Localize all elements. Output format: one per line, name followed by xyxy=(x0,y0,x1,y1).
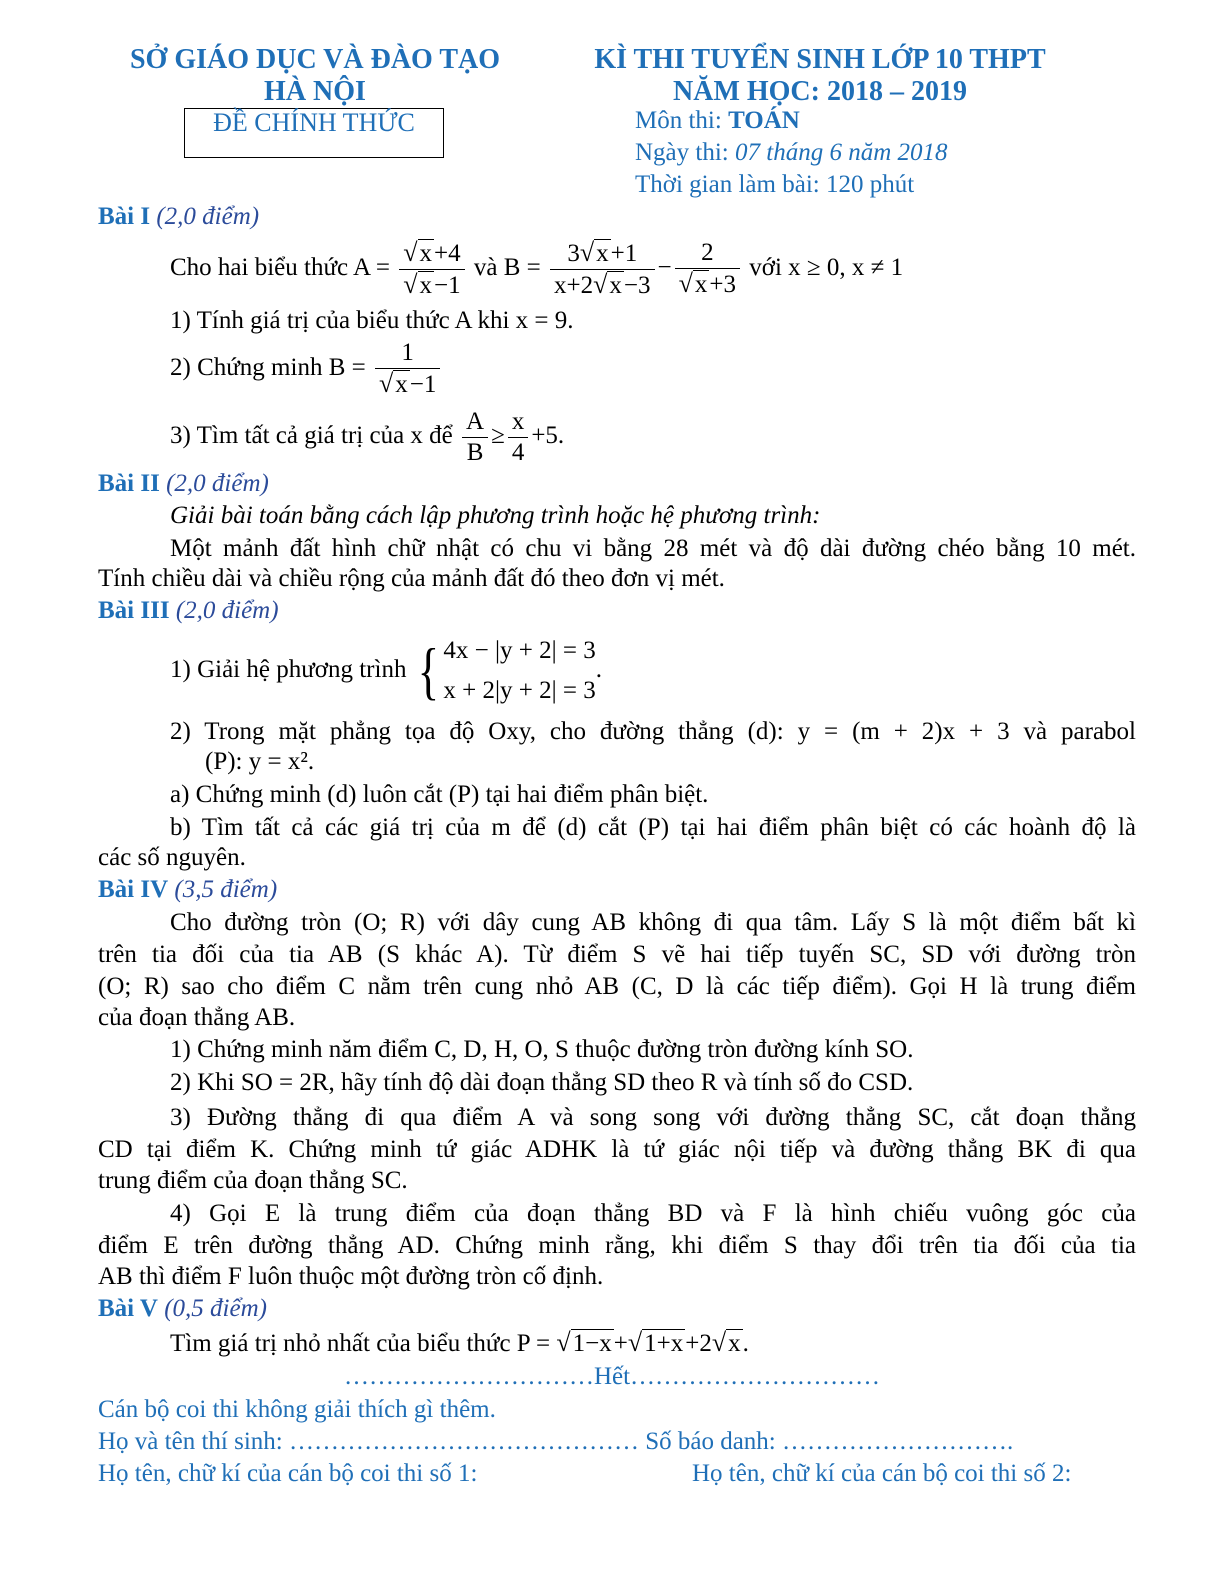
bai3-qa: a) Chứng minh (d) luôn cắt (P) tại hai điểm phân biệt. xyxy=(170,781,709,808)
bai2-heading: Bài II (2,0 điểm) xyxy=(98,470,269,497)
exam-title xyxy=(580,44,1060,108)
bai4-p4: của đoạn thẳng AB. xyxy=(98,1004,296,1031)
department-line1: SỞ GIÁO DỤC VÀ ĐÀO TẠO xyxy=(129,44,500,75)
equation-1: 4x − |y + 2| = 3 xyxy=(443,637,596,665)
bai4-heading: Bài IV (3,5 điểm) xyxy=(98,876,278,903)
footer-note: Cán bộ coi thi không giải thích gì thêm. xyxy=(98,1396,496,1423)
duration-line: Thời gian làm bài: 120 phút xyxy=(635,171,915,198)
system-brace: { xyxy=(417,635,439,707)
bai4-p3: (O; R) sao cho điểm C nằm trên cung nhỏ AB (C, D là các tiếp điểm). Gọi H là trung điểm xyxy=(98,973,1136,1000)
bai5-q: Tìm giá trị nhỏ nhất của biểu thức P = √1−x+√1+x+2√x. xyxy=(170,1328,749,1357)
bai4-q1: 1) Chứng minh năm điểm C, D, H, O, S thuộc đường tròn đường kính SO. xyxy=(170,1036,914,1063)
bai3-heading: Bài III (2,0 điểm) xyxy=(98,597,279,624)
x-over-4: $\frac{x}{4}$ xyxy=(508,407,529,468)
bai1-q2: 2) Chứng minh B = $\frac{1}{√x-1}$ xyxy=(170,336,443,400)
candidate-info: Họ và tên thí sinh: …………………………………… Số báo danh: ………………………. xyxy=(98,1428,1014,1455)
department-line2: HÀ NỘI xyxy=(264,76,366,107)
department-name xyxy=(110,44,520,108)
end-marker: …………………………Hết………………………… xyxy=(343,1363,881,1390)
subject-line: Môn thi: TOÁN xyxy=(635,107,800,134)
bai4-q2: 2) Khi SO = 2R, hãy tính độ dài đoạn thẳng SD theo R và tính số đo CSD. xyxy=(170,1069,914,1096)
bai4-q3-2: CD tại điểm K. Chứng minh tứ giác ADHK là tứ giác nội tiếp và đường thẳng BK đi qua xyxy=(98,1136,1136,1163)
official-box xyxy=(184,108,444,158)
equation-system xyxy=(443,631,595,711)
bai3-qb-line1: b) Tìm tất cả các giá trị của m để (d) cắt (P) tại hai điểm phân biệt có các hoành độ là xyxy=(170,814,1136,841)
bai1-q1: 1) Tính giá trị của biểu thức A khi x = 9. xyxy=(170,307,574,334)
bai3-q1: 1) Giải hệ phương trình { 4x − |y + 2| = 3 x + 2|y + 2| = 3 . xyxy=(170,630,602,711)
date-line: Ngày thi: 07 tháng 6 năm 2018 xyxy=(635,139,948,166)
expr-b-result: $\frac{1}{√x-1}$ xyxy=(375,338,440,400)
bai2-intro: Giải bài toán bằng cách lập phương trình hoặc hệ phương trình: xyxy=(170,502,821,529)
bai1-intro: Cho hai biểu thức A = $\frac{√x+4}{√x-1}$ và B = $\frac{3√x+1}{x+2√x-3}$ − $\frac{2}{√x+3}$ với x ≥ 0, x ≠ 1 xyxy=(170,237,904,299)
bai3-q2-line1: 2) Trong mặt phẳng tọa độ Oxy, cho đường thẳng (d): y = (m + 2)x + 3 và parabol xyxy=(170,718,1136,745)
bai4-q4-1: 4) Gọi E là trung điểm của đoạn thẳng BD và F là hình chiếu vuông góc của xyxy=(170,1200,1136,1227)
ratio-a-b: $\frac{A}{B}$ xyxy=(462,407,488,468)
bai4-q4-2: điểm E trên đường thẳng AD. Chứng minh rằng, khi điểm S thay đổi trên tia đối của tia xyxy=(98,1232,1136,1259)
bai2-text2: Tính chiều dài và chiều rộng của mảnh đất đó theo đơn vị mét. xyxy=(98,565,725,592)
bai1-heading: Bài I (2,0 điểm) xyxy=(98,203,260,230)
subject-value: TOÁN xyxy=(728,107,800,134)
bai4-q4-3: AB thì điểm F luôn thuộc một đường tròn cố định. xyxy=(98,1263,604,1290)
exam-title-line1: KÌ THI TUYỂN SINH LỚP 10 THPT xyxy=(594,44,1046,75)
expr-a: $\frac{√x+4}{√x-1}$ xyxy=(399,238,464,301)
supervisor-2: Họ tên, chữ kí của cán bộ coi thi số 2: xyxy=(692,1460,1072,1487)
supervisor-1: Họ tên, chữ kí của cán bộ coi thi số 1: xyxy=(98,1460,478,1487)
exam-title-line2: NĂM HỌC: 2018 – 2019 xyxy=(673,76,967,107)
expr-b-part2: $\frac{2}{√x+3}$ xyxy=(675,238,740,300)
expr-b-part1: $\frac{3√x+1}{x+2√x-3}$ xyxy=(550,238,655,301)
bai3-q2-line2: (P): y = x². xyxy=(205,748,315,775)
official-label: ĐỀ CHÍNH THỨC xyxy=(213,108,415,137)
bai4-q3-3: trung điểm của đoạn thẳng SC. xyxy=(98,1167,408,1194)
bai5-heading: Bài V (0,5 điểm) xyxy=(98,1295,267,1322)
equation-2: x + 2|y + 2| = 3 xyxy=(443,677,596,705)
bai1-q3: 3) Tìm tất cả giá trị của x để $\frac{A}{B}$ ≥ $\frac{x}{4}$ +5. xyxy=(170,407,565,466)
bai4-p1: Cho đường tròn (O; R) với dây cung AB không đi qua tâm. Lấy S là một điểm bất kì xyxy=(170,909,1136,936)
bai4-q3-1: 3) Đường thẳng đi qua điểm A và song song với đường thẳng SC, cắt đoạn thẳng xyxy=(170,1104,1136,1131)
bai2-text1: Một mảnh đất hình chữ nhật có chu vi bằng 28 mét và độ dài đường chéo bằng 10 mét. xyxy=(170,535,1136,562)
bai4-p2: trên tia đối của tia AB (S khác A). Từ điểm S vẽ hai tiếp tuyến SC, SD với đường tròn xyxy=(98,941,1136,968)
date-value: 07 tháng 6 năm 2018 xyxy=(735,139,948,166)
bai3-qb-line2: các số nguyên. xyxy=(98,844,246,871)
